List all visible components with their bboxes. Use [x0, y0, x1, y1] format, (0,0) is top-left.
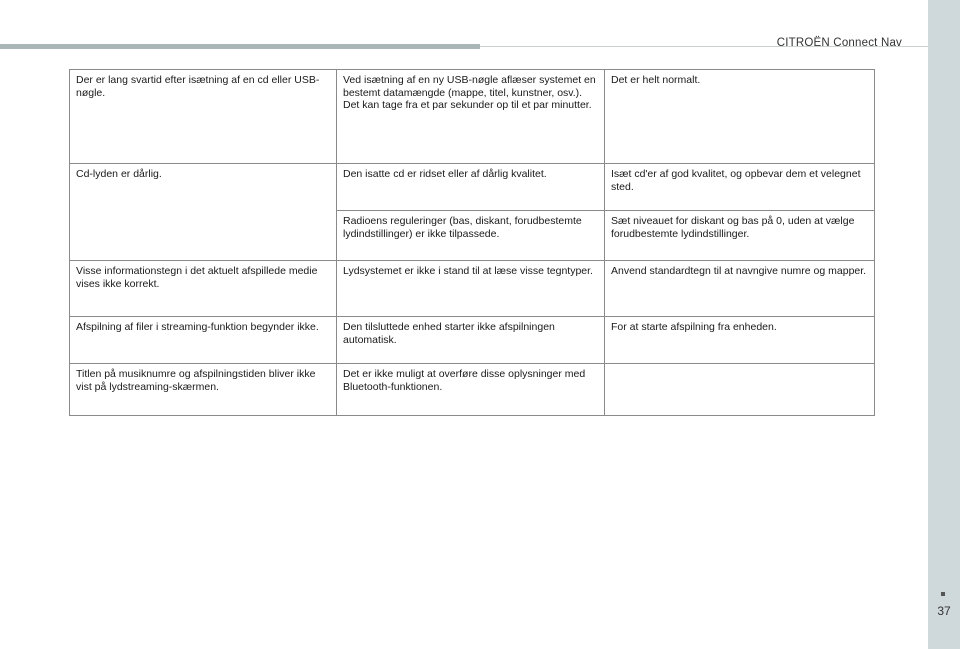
page-edge-sidebar: [928, 0, 960, 649]
troubleshooting-table: [69, 69, 875, 416]
solution-cell: [605, 364, 875, 416]
cause-cell: Det er ikke muligt at overføre disse oplysninger med Bluetooth-funktionen.: [337, 364, 605, 416]
cause-cell: Den tilsluttede enhed starter ikke afspilningen automatisk.: [337, 317, 605, 364]
solution-cell: For at starte afspilning fra enheden.: [605, 317, 875, 364]
page-number: 37: [937, 604, 951, 618]
problem-cell: Titlen på musiknumre og afspilningstiden bliver ikke vist på lydstreaming-skærmen.: [70, 364, 337, 416]
page-marker: [941, 592, 945, 596]
table-row: [70, 364, 875, 416]
page-header-title: CITROËN Connect Nav: [776, 37, 902, 49]
cause-cell: Radioens reguleringer (bas, diskant, forudbestemte lydindstillinger) er ikke tilpassede.: [337, 211, 605, 261]
cause-cell: Den isatte cd er ridset eller af dårlig kvalitet.: [337, 164, 605, 211]
problem-cell: Visse informationstegn i det aktuelt afspillede medie vises ikke korrekt.: [70, 261, 337, 317]
cause-cell: Lydsystemet er ikke i stand til at læse visse tegntyper.: [337, 261, 605, 317]
problem-cell: Cd-lyden er dårlig.: [70, 164, 337, 261]
solution-cell: Anvend standardtegn til at navngive numre og mapper.: [605, 261, 875, 317]
solution-cell: Det er helt normalt.: [605, 70, 875, 164]
problem-cell: Afspilning af filer i streaming-funktion begynder ikke.: [70, 317, 337, 364]
problem-cell: Der er lang svartid efter isætning af en cd eller USB-nøgle.: [70, 70, 337, 164]
header-rule: [0, 44, 480, 49]
table-row: [70, 261, 875, 317]
cause-cell: Ved isætning af en ny USB-nøgle aflæser systemet en bestemt datamængde (mappe, titel, kunstner, osv.). Det kan tage fra et par sekunder op til et par minutter.: [337, 70, 605, 164]
table-row: [70, 70, 875, 164]
table-row: [70, 164, 875, 211]
table-row: [70, 317, 875, 364]
solution-cell: Sæt niveauet for diskant og bas på 0, uden at vælge forudbestemte lydindstillinger.: [605, 211, 875, 261]
solution-cell: Isæt cd'er af god kvalitet, og opbevar dem et velegnet sted.: [605, 164, 875, 211]
